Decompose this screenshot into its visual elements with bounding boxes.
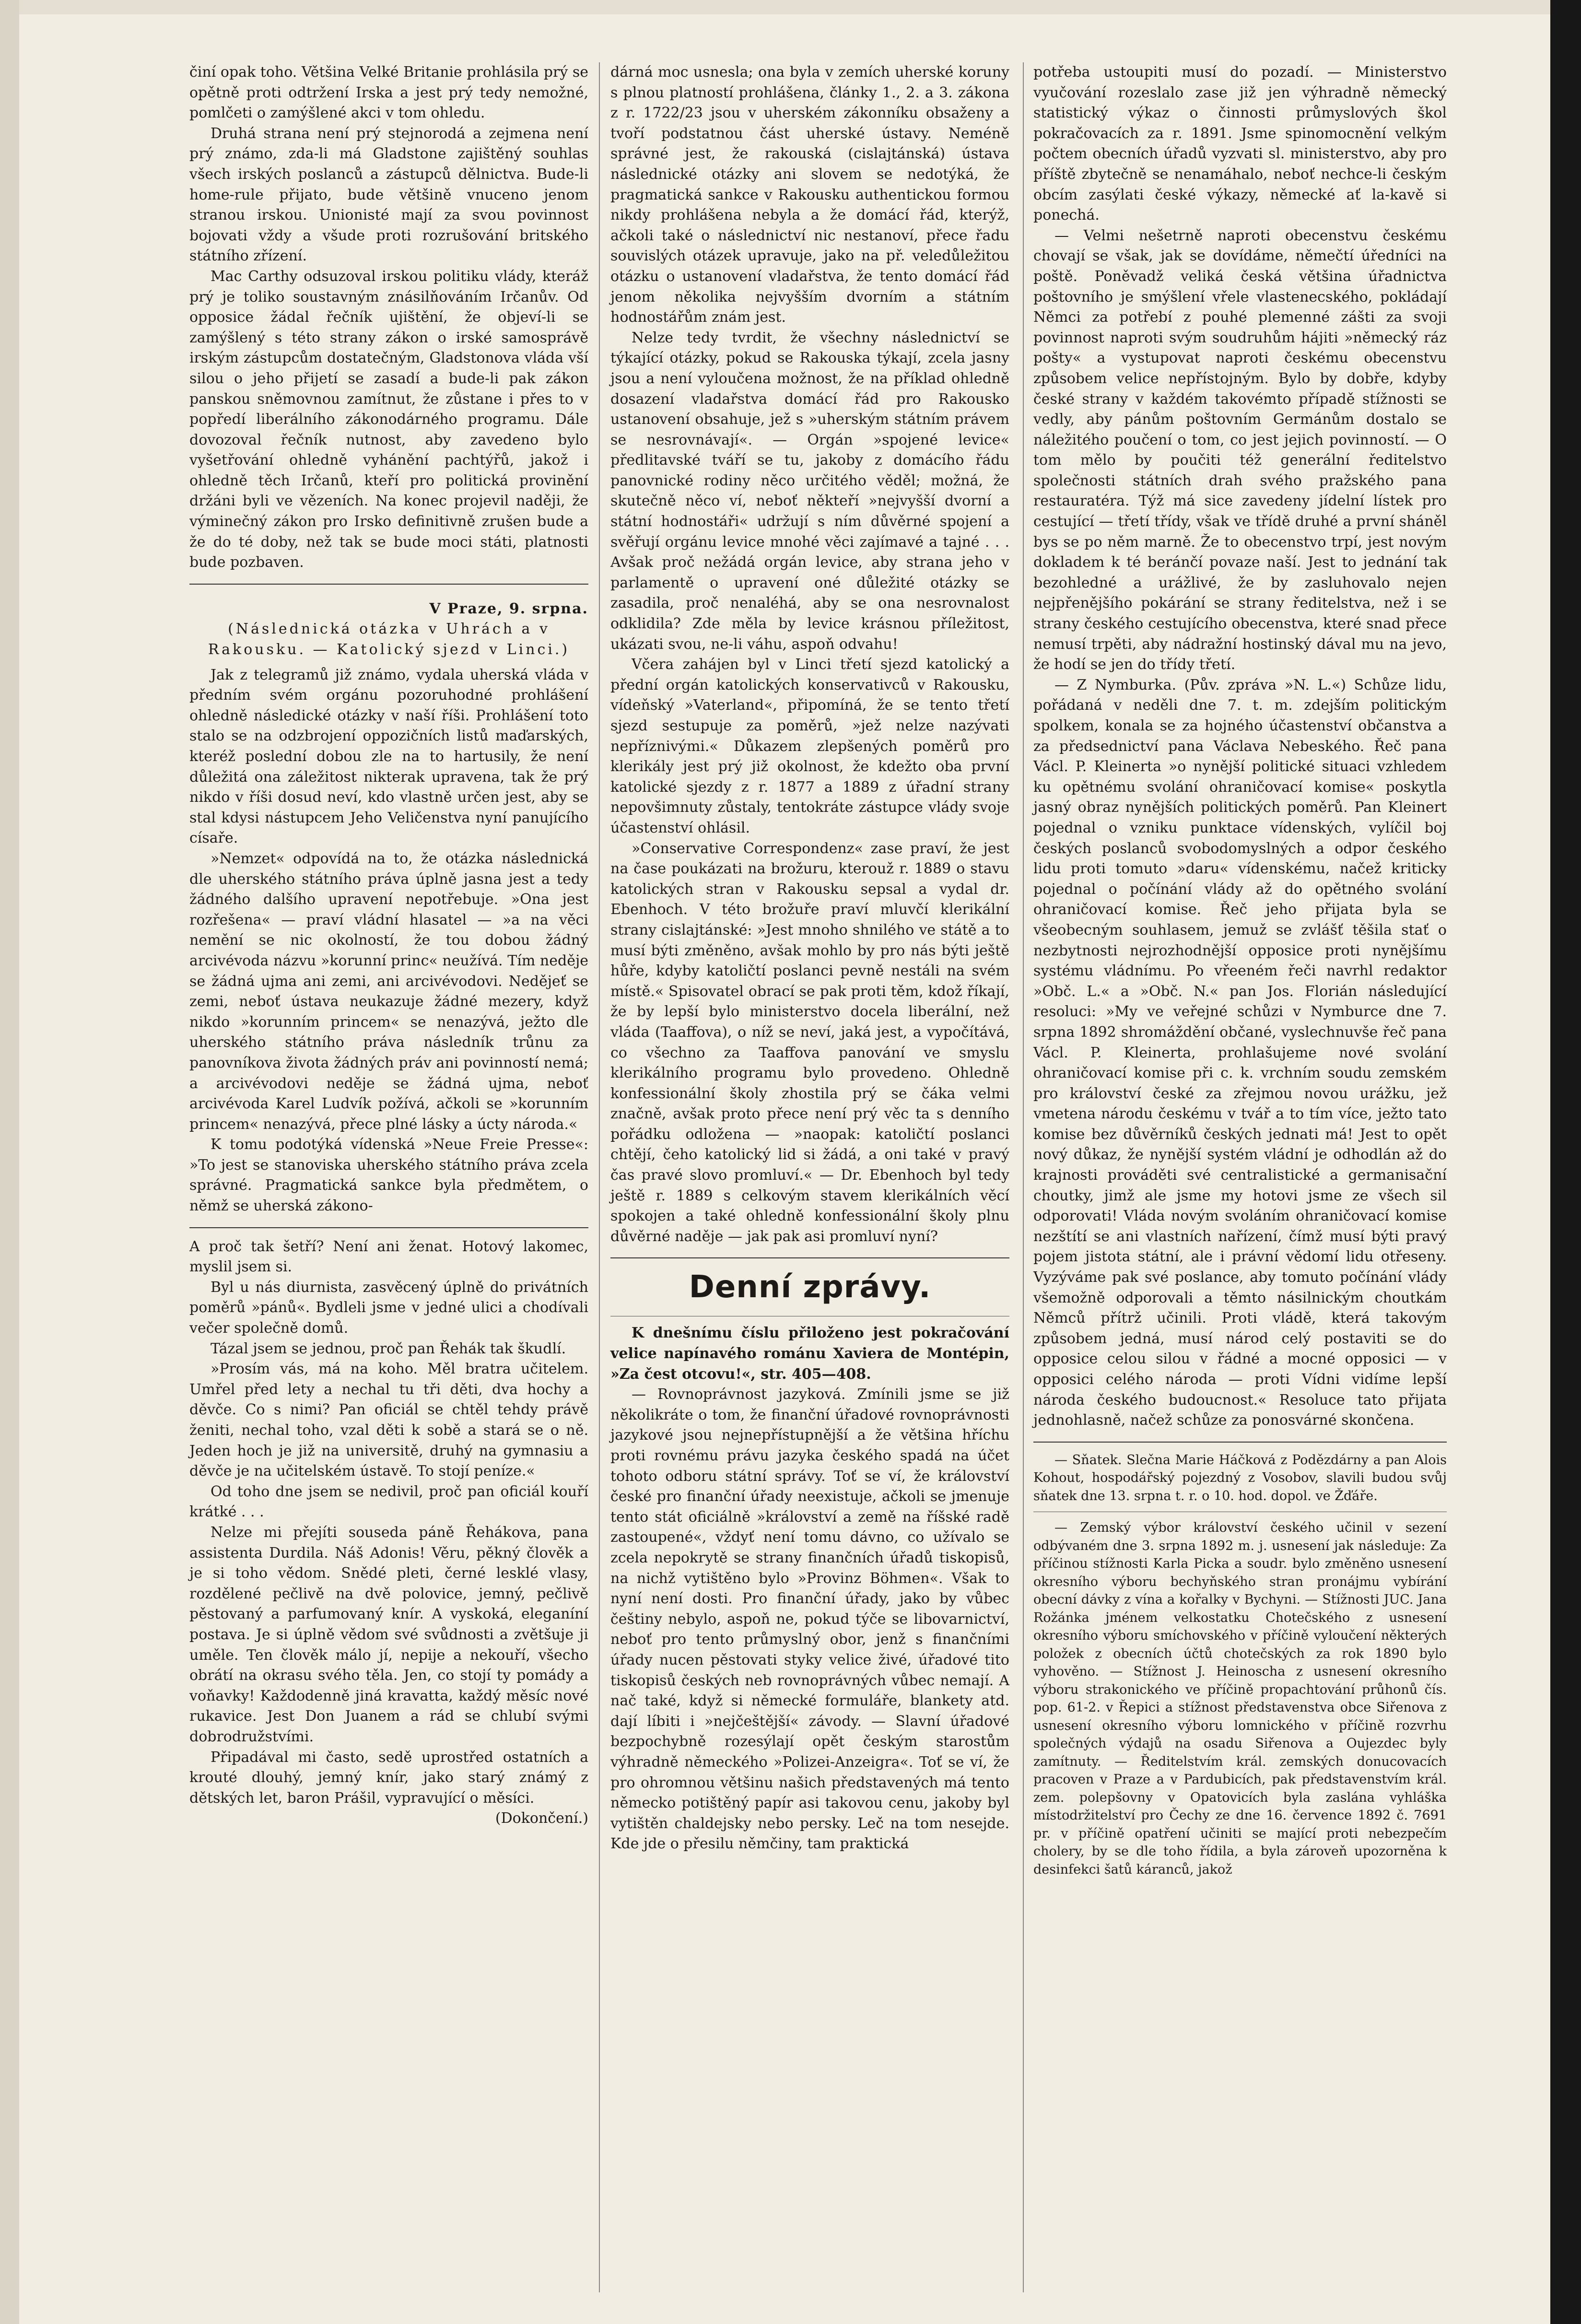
continuation-note: (Dokončení.) [495,1810,588,1827]
article-paragraph: Mac Carthy odsuzoval irskou politiku vlády, kteráž prý je toliko soustavným znásilňováním Irčanův. Od opposice žádal řečník ujištění, že objeví-li se zamýšlený s této strany zákon o irské samosprávě irským zástupcům dostatečným, Gladstonova vláda vší silou o jeho přijetí se zasadí a bude-li pak zákon panskou sněmovnou zamítnut, že zůstane i přes to v popředí liberálního zákonodárného programu. Dále dovozoval řečník nutnost, aby zavedeno bylo vyšetřování ohledně vyhánění pachtýřů, jakož i ohledně těch Irčanů, kteří pro politická provinění držáni byli ve vězeních. Na konec projevil naději, že výminečný zákon pro Irsko definitivně zrušen bude a že do té doby, než tak se bude moci státi, platnosti bude pozbaven. [189,268,588,571]
column-rule-2 [1023,62,1024,2292]
news-paragraph: potřeba ustoupiti musí do pozadí. — Ministerstvo vyučování rozeslalo zase již jen výhradně německý statistický výkaz o činnosti průmyslových škol pokračovacích za r. 1891. Jsme spinomocnění velkým počtem obecních úřadů vyzvati sl. ministerstvo, aby pro příště zbytečně se nenamáhalo, neboť nechce-li českým obcím zasýlati české výkazy, německé ať la-kavě si ponechá. [1033,64,1447,224]
article-paragraph: Včera zahájen byl v Linci třetí sjezd katolický a přední orgán katolických konservativců v Rakousku, vídeňský »Vaterland«, připomíná, že se tento třetí sjezd sestupuje za poměrů, »jež nelze nazývati nepříznivými.« Důkazem zlepšených poměrů pro klerikály jest prý již okolnost, že kdežto oba první katolické sjezdy z r. 1877 a 1889 z úřadní strany nepovšimnuty zůstaly, tentokráte zástupce vlády svoje účastenství ohlásil. [610,656,1009,836]
scan-margin-right [1550,0,1581,2324]
column-1 [189,62,588,1829]
feuilleton-paragraph: Nelze mi přejíti souseda páně Řehákova, pana assistenta Durdila. Náš Adonis! Věru, pěkný člověk a je si toho vědom. Snědé pleti, černé lesklé vlasy, rozdělené pečlivě na dvě polovice, jemný, pečlivě pěstovaný a parfumovaný knír. A vyskoká, eleganíní postava. Je si úplně vědom své svůdnosti a zvětšuje ji uměle. Ten člověk málo jí, nepije a nekouří, všecho obrátí na okrasu svého těla. Jen, co stojí ty pomády a voňavky! Každodenně jiná kravatta, každý měsíc nové rukavice. Jest Don Juanem a rád se chlubí svými dobrodružstvími. [189,1524,588,1745]
column-2 [610,62,1009,1855]
feuilleton-paragraph: Od toho dne jsem se nedivil, proč pan oficiál kouří krátké . . . [189,1483,588,1521]
feuilleton-paragraph: A proč tak šetří? Není ani ženat. Hotový lakomec, myslil jsem si. [189,1238,588,1276]
article-paragraph: dárná moc usnesla; ona byla v zemích uherské koruny s plnou platností prohlášena, články 1., 2. a 3. zákona z r. 1722/23 jsou v uherském zákonníku obsaženy a tvoří podstatnou část uherské ústavy. Neméně správné jest, že rakouská (cislajtánská) ústava následnické otázky ani slovem se nedotýká, že pragmatická sankce v Rakousku authentickou formou nikdy prohlášena nebyla a že domácí řád, kterýž, ačkoli také o následnictví nic nestanoví, přece řadu souvislých otázek upravuje, jako na př. veledůležitou otázku o ustanovení vladařstva, že tento domácí řád jenom několika nejvyšším dvorním a státním hodnostářům znám jest. [610,64,1009,326]
article-paragraph: Jak z telegramů již známo, vydala uherská vláda v předním svém orgánu pozoruhodné prohlášení ohledně následické otázky v naší říši. Prohlášení toto stalo se na odzbrojení oppozičních listů maďarských, kteréž poslední dobou zle na to hartusily, že není důležitá ona záležitost nikterak upravena, tak že prý nikdo v říši dosud neví, kdo vlastně určen jest, aby se stal kdysi nástupcem Jeho Veličenstva nyní panujícího císaře. [189,666,588,847]
newspaper-page [189,62,1475,2297]
wedding-notice: — Sňatek. Slečna Marie Háčková z Podězdárny a pan Alois Kohout, hospodářský pojezdný z Vosobov, slavili budou svůj sňatek dne 13. srpna t. r. o 10. hod. dopol. ve Žďáře. [1033,1452,1447,1503]
dateline: V Praze, 9. srpna. [429,600,588,617]
committee-report: — Zemský výbor království českého učinil v sezení odbývaném dne 3. srpna 1892 m. j. usnesení jak následuje: Za příčinou stížnosti Karla Picka a soudr. bylo změněno usnesení okresního výboru bechyňského stran pronájmu vybírání obecní dávky z vína a kořalky v Bychyni. — Stížnosti JUC. Jana Rožánka jménem velkostatku Chotečského z usnesení okresního výboru smíchovského v příčině vyloučení některých položek z obecních účtů chotečských za rok 1890 bylo vyhověno. — Stížnost J. Heinoscha z usnesení okresního výboru strakonického ve příčině propachtování průhonů čís. pop. 61-2. v Řepici a stížnost představenstva obce Siřenova z usnesení okresního výboru lomnického v příčině rozvrhu společných výdajů na osadu Siřenova a Oujezdec byly zamítnuty. — Ředitelstvím král. zemských donucovacích pracoven v Praze a v Pardubicích, pak představenstvím král. zem. polepšovny v Opatovicích byla zaslána vyhláška místodržitelství pro Čechy ze dne 16. července 1892 č. 7691 pr. v příčině opatření učiniti se mající proti nebezpečím cholery, by se dle toho řídila, a byla zároveň upozorněna k desinfekci šatů káranců, jakož [1033,1520,1447,1877]
article-subhead: (Následnická otázka v Uhrách a v Rakousku. — Katolický sjezd v Linci.) [208,621,570,658]
feuilleton-paragraph: Tázal jsem se jednou, proč pan Řehák tak škudlí. [211,1340,566,1357]
feuilleton-paragraph: Byl u nás diurnista, zasvěcený úplně do privátních poměrů »pánů«. Bydleli jsme v jedné ulici a chodívali večer společně domů. [189,1279,588,1337]
column-3 [1033,62,1447,1878]
feuilleton-paragraph: »Prosím vás, má na koho. Měl bratra učitelem. Umřel před lety a nechal tu tři děti, dva hochy a děvče. Co s nimi? Pan oficiál se chtěl tehdy právě ženiti, nechal toho, vzal děti k sobě a stará se o ně. Jeden hoch je již na universitě, druhý na gymnasiu a děvče je na učitelském ústavě. To stojí peníze.« [189,1361,588,1480]
article-paragraph: Druhá strana není prý stejnorodá a zejmena není prý známo, zda-li má Gladstone zajištěný souhlas všech irských poslanců a zástupců dělnictva. Bude-li home-rule přijato, bude většině vnuceno jenom stranou irskou. Unionisté mají za svou povinnost bojovati vždy a všude proti rozrušování britského státního zřízení. [189,125,588,265]
article-paragraph: K tomu podotýká vídenská »Neue Freie Presse«: »To jest se stanoviska uherského státního práva zcela správné. Pragmatická sankce byla předmětem, o němž se uherská zákono- [189,1136,588,1215]
scan-margin-top [19,0,1550,14]
news-paragraph: — Velmi nešetrně naproti obecenstvu českému chovají se však, jak se dovídáme, němečtí úředníci na poště. Poněvadž veliká česká většina úřadnictva poštovního je smýšlení vřele vlastenecského, pokládají Němci za potřebí z pouhé plemenné zášti za svoji povinnost naproti svým soudruhům hájiti »německý ráz pošty« a vystupovat naproti českému obecenstvu způsobem velice nepřístojným. Bylo by dobře, kdyby české strany v každém takovémto případě stížnosti se vedly, aby pánům poštovním Germánům dostalo se náležitého poučení o tom, co jest jejich povinností. — O tom mělo by poučiti též generální ředitelstvo společnosti státních drah svého pražského pana restauratéra. Týž má sice zavedeny jídelní lístek pro cestující — třetí třídy, však ve třídě druhé a první sháněl bys se po něm marně. Že to obecenstvo trpí, jest novým dokladem k té beránčí povaze naší. Jest to jednání tak bezohledné a urážlivé, že by zasluhovalo nejen nejpřenějšího pokárání se strany ředitelstva, než i se strany českého cestujícího obecenstva, které snad přece nemusí trpěti, aby nádražní hostinský dával mu na jevo, že hodí se jen do třídy třetí. [1033,227,1447,673]
column-rule-1 [599,62,600,2292]
article-paragraph: »Conservative Correspondenz« zase praví, že jest na čase poukázati na brožuru, kterouž r. 1889 o stavu katolických stran v Rakousku sepsal a vydal dr. Ebenhoch. V této brožuře praví mluvčí klerikální strany cislajtánské: »Jest mnoho shnilého ve státě a to musí býti změněno, avšak mohlo by pro nás býti ještě hůře, kdyby katoličtí poslanci pevně nestáli na svém místě.« Spisovatel obrací se pak proti těm, kdož říkají, že by lepší bylo ministerstvo docela liberální, než vláda (Taaffova), o níž se neví, jaká jest, a vypočítává, co všechno za Taaffova panování ve smyslu klerikálního programu bylo provedeno. Ohledně konfessionální školy zhostila prý se čáka velmi značně, avšak proto přece není prý věc ta s denního pořádku odložena — »naopak: katoličtí poslanci chtějí, čeho katolický lid si žádá, a oni také v pravý čas pravé slovo promluví.« — Dr. Ebenhoch byl tedy ještě r. 1889 s celkovým stavem klerikálních věcí spokojen a také ohledně konfessionální školy plnu důvěrné naděje — jak pak asi promluví nyní? [610,840,1009,1245]
section-divider [610,1257,1009,1258]
section-divider [189,584,588,585]
scan-margin-left [0,0,19,2324]
article-paragraph: činí opak toho. Většina Velké Britanie prohlásila prý se opětně proti odtržení Irska a jest prý tedy nemožné, pomlčeti o zamýšlené akci v tom ohledu. [189,64,588,122]
news-paragraph: — Z Nymburka. (Pův. zpráva »N. L.«) Schůze lidu, pořádaná v neděli dne 7. t. m. zdejším politickým spolkem, konala se za hojného účastenství občanstva a za předsednictví pana Václava Nebeského. Řeč pana Václ. P. Kleinerta »o nynější politické situaci vzhledem ku opětnému svolání ohraničovací komise« poskytla jasný obraz nynějších politických poměrů. Pan Kleinert pojednal o vzniku punktace vídenských, vylíčil boj českých poslanců svobodomyslných a odpor českého lidu proti tomuto »daru« vídenskému, načež kriticky pojednal o počínání vlády až do opětného svolání ohraničovací komise. Řeč jeho přijata byla se všeobecným souhlasem, jemuž se zvlášť těšila stať o nezbytnosti nejrozhodnější opposice proti nynějšímu systému vládnímu. Po vřeeném řeči navrhl redaktor »Obč. L.« a »Obč. N.« pan Jos. Florián následující resoluci: »My ve veřejné schůzi v Nymburce dne 7. srpna 1892 shromáždění občané, vyslechnuvše řeč pana Václ. P. Kleinerta, prohlašujeme nové svolání ohraničovací komise při c. k. vrchním soudu zemském pro království české za zřejmou novou urážku, jež vmetena národu českému v tvář a to tím více, ježto tato komise bez důvěrníků českých jednati má! Jest to opět nový důkaz, že nynější systém vládní je odhodlán až do krajnosti prováděti své centralistické a germanisační choutky, jimž ale jsme my hotovi jsme ze všech sil odporovati! Vláda novým svoláním ohraničovací komise nezštítí se ani vlastních nařízení, čímž musí býti pravý pojem jistota státní, ale i právní vědomí lidu otřeseny. Vyzýváme pak své poslance, aby tomuto počínání vlády všemožně odporovali a těmto násilnickým choutkám Němců přítrž učinili. Proti vládě, která takovým způsobem jedná, musí národ celý postaviti se do opposice celou silou v řádné a mocné opposici — v opposici celého národa — proti Vídni vidíme lepší národa českého budoucnost.« Resoluce tato přijata jednohlasně, načež schůze za ponosvárné skončena. [1033,676,1447,1429]
news-paragraph: — Rovnoprávnost jazyková. Zmínili jsme se již několikráte o tom, že finanční úřadové rovnoprávnosti jazykové jsou nejnepřístupnější a že většina hříchu proti rovnému právu jazyka českého spadá na účet tohoto odboru státní správy. Toť se ví, že království české pro finanční úřady neexistuje, ačkoli se jmenuje tento stát oficiálně »království a země na říšské radě zastoupené«, vždyť není tomu dávno, co užívalo se zcela nepokrytě se strany finančních úřadů tiskopisů, na nichž vytištěno bylo »Provinz Böhmen«. Však to nyní není dosti. Pro finanční úřady, jako by vůbec češtiny nebylo, aspoň ne, pokud týče se libovarnictví, neboť pro tento průmyslný obor, jenž s finančními úřady nucen pěstovati styky velice živé, úřadové tito tiskopisů českých neb rovnoprávných vůbec nemají. A nač také, když si německé formuláře, blankety atd. dají líbiti i »nejčeštější« závody. — Slavní úřadové bezpochybně rozesýlají opět českým starostům výhradně německého »Polizei-Anzeigra«. Toť se ví, že pro ohromnou většinu našich představených má tento německo potištěný papír asi takovou cenu, jakoby byl vytištěn chaldejsky nebo persky. Leč na tom nesejde. Kde jde o přesilu němčiny, tam praktická [610,1386,1009,1853]
article-paragraph: »Nemzet« odpovídá na to, že otázka následnická dle uherského státního práva úplně jasna jest a tedy žádného dalšího upravení nepotřebuje. »Ona jest rozřešena« — praví vládní hlasatel — »a na věci nemění se nic okolností, že tou dobou žádný arcivévoda názvu »korunní princ« neužívá. Tím neděje se žádná ujma ani zemi, ani arcivévodovi. Nedějeť se zemi, neboť ústava neukazuje žádné mezery, když nikdo »korunním princem« se nenazývá, ježto dle uherského státního práva následník trůnu za panovníkova života žádných práv ani povinností nemá; a arcivévodovi neděje se žádná ujma, neboť arcivévoda Karel Ludvík požívá, ačkoli se »korunním princem« nenazývá, přece plné lásky a úcty národa.« [189,850,588,1133]
section-divider [1033,1442,1447,1443]
news-paragraph: K dnešnímu číslu přiloženo jest pokračování velice napínavého románu Xaviera de Montépin, »Za čest otcovu!«, str. 405—408. [610,1325,1009,1383]
feuilleton-paragraph: Připadával mi často, sedě uprostřed ostatních a krouté dlouhý, jemný knír, jako starý známý z dětských let, baron Prášil, vypravující o měsíci. [189,1749,588,1807]
article-paragraph: Nelze tedy tvrdit, že všechny následnictví se týkající otázky, pokud se Rakouska týkají, zcela jasny jsou a není vyloučena možnost, že na příklad ohledně dosazení vladařstva domácí řád pro Rakousko ustanovení obsahuje, jež s »uherským státním právem se nesrovnávají«. — Orgán »spojené levice« předlitavské tváří se tu, jakoby z domácího řádu panovnické rodiny něco určitého věděl; možná, že skutečně něco ví, neboť někteří »nejvyšší dvorní a státní hodnostáři« udržují s ním důvěrné spojení a svěřují orgánu levice mnohé věci zajímavé a tajné . . . Avšak proč nežádá orgán levice, aby strana jeho v parlamentě o upravení oné důležité otázky se zasadila, proč nenaléhá, aby se ona nesrovnalost odklidila? Zde měla by levice krásnou příležitost, ukázati svou, ne-li váhu, aspoň odvahu! [610,329,1009,653]
feuilleton-divider [189,1227,588,1228]
section-title-daily-news: Denní zprávy. [689,1269,931,1305]
